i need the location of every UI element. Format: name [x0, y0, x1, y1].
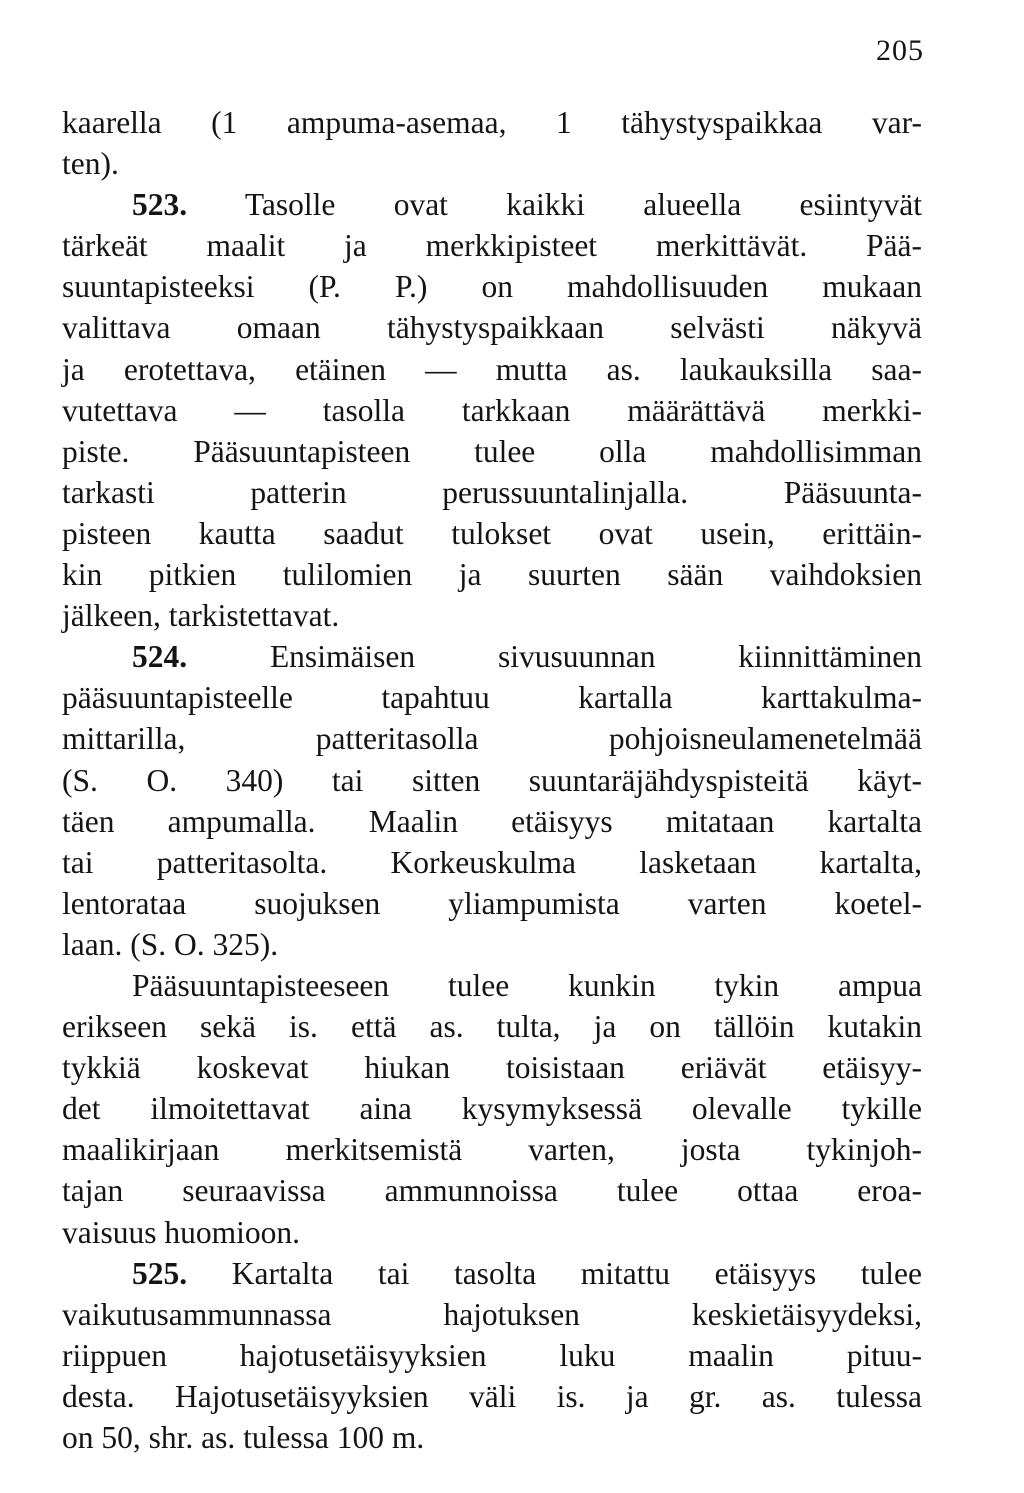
- line-text: maalikirjaan merkitsemistä varten, josta tykinjoh-: [62, 1132, 922, 1168]
- text-line: [62, 595, 922, 636]
- line-text: on 50, shr. as. tulessa 100 m.: [62, 1420, 425, 1455]
- text-line: [62, 1253, 922, 1294]
- text-line: [62, 184, 922, 225]
- line-text: ja erotettava, etäinen — mutta as. laukauksilla saa-: [62, 351, 922, 387]
- text-line: [62, 225, 922, 266]
- text-line: [62, 1129, 922, 1170]
- text-line: [62, 349, 922, 390]
- line-text: laan. (S. O. 325).: [62, 926, 279, 962]
- line-text: täen ampumalla. Maalin etäisyys mitataan kartalta: [62, 803, 922, 839]
- text-line: [62, 924, 922, 965]
- line-text: tykkiä koskevat hiukan toisistaan eriävät etäisyy-: [62, 1050, 922, 1086]
- text-line: [62, 1294, 922, 1335]
- line-text: valittava omaan tähystyspaikkaan selvästi näkyvä: [62, 310, 922, 346]
- text-line: [62, 307, 922, 348]
- text-line: [62, 1212, 922, 1253]
- text-line: [62, 1417, 922, 1458]
- text-line: [62, 718, 922, 759]
- line-text: Ensimäisen sivusuunnan kiinnittäminen: [269, 639, 923, 675]
- text-line: [62, 431, 922, 472]
- line-text: erikseen sekä is. että as. tulta, ja on tällöin kutakin: [62, 1009, 922, 1045]
- line-text: Pääsuuntapisteeseen tulee kunkin tykin ampua: [132, 967, 922, 1003]
- line-text: vaikutusammunnassa hajotuksen keskietäisyydeksi,: [62, 1296, 922, 1332]
- text-line: [62, 143, 922, 184]
- text-line: [62, 513, 922, 554]
- line-text: pääsuuntapisteelle tapahtuu kartalla karttakulma-: [62, 680, 922, 716]
- line-text: vaisuus huomioon.: [62, 1214, 301, 1250]
- text-line: [62, 636, 922, 677]
- text-line: [62, 965, 922, 1006]
- line-text: lentorataa suojuksen yliampumista varten koetel-: [62, 885, 922, 921]
- line-text: piste. Pääsuuntapisteen tulee olla mahdollisimman: [62, 433, 922, 469]
- line-text: suuntapisteeksi (P. P.) on mahdollisuuden mukaan: [62, 269, 922, 305]
- line-text: mittarilla, patteritasolla pohjoisneulamenetelmää: [62, 721, 922, 757]
- line-text: desta. Hajotusetäisyyksien väli is. ja gr. as. tulessa: [62, 1378, 922, 1414]
- line-text: det ilmoitettavat aina kysymyksessä olevalle tykille: [62, 1091, 922, 1127]
- paragraph-number: 524.: [132, 639, 188, 675]
- text-line: [62, 842, 922, 883]
- text-line: [62, 472, 922, 513]
- line-text: (S. O. 340) tai sitten suuntaräjähdyspisteitä käyt-: [62, 762, 922, 798]
- text-line: [62, 801, 922, 842]
- text-line: [62, 677, 922, 718]
- line-text: Tasolle ovat kaikki alueella esiintyvät: [244, 187, 922, 223]
- text-line: [62, 390, 922, 431]
- text-line: [62, 266, 922, 307]
- text-line: [62, 554, 922, 595]
- line-text: vutettava — tasolla tarkkaan määrättävä merkki-: [62, 392, 922, 428]
- text-line: [62, 102, 922, 143]
- text-line: [62, 883, 922, 924]
- line-text: pisteen kautta saadut tulokset ovat usein, erittäin-: [62, 515, 922, 551]
- text-line: [62, 1376, 922, 1417]
- line-text: tai patteritasolta. Korkeuskulma lasketaan kartalta,: [62, 844, 922, 880]
- line-text: tärkeät maalit ja merkkipisteet merkittävät. Pää-: [62, 228, 922, 264]
- paragraph-number: 525.: [132, 1255, 188, 1291]
- text-line: [62, 1170, 922, 1211]
- line-text: tajan seuraavissa ammunnoissa tulee ottaa eroa-: [62, 1173, 922, 1209]
- line-text: riippuen hajotusetäisyyksien luku maalin pituu-: [62, 1337, 922, 1373]
- line-text: ten).: [62, 146, 119, 182]
- line-text: jälkeen, tarkistettavat.: [62, 598, 340, 634]
- line-text: kaarella (1 ampuma-asemaa, 1 tähystyspaikkaa var-: [62, 105, 922, 140]
- paragraph-number: 523.: [132, 187, 188, 223]
- text-line: [62, 1088, 922, 1129]
- body-text: [62, 102, 922, 1458]
- line-text: tarkasti patterin perussuuntalinjalla. Pääsuunta-: [62, 474, 922, 510]
- text-line: [62, 1006, 922, 1047]
- text-line: [62, 760, 922, 801]
- line-text: Kartalta tai tasolta mitattu etäisyys tulee: [231, 1255, 923, 1291]
- line-text: kin pitkien tulilomien ja suurten sään vaihdoksien: [62, 557, 922, 593]
- page-number: 205: [876, 34, 924, 67]
- text-line: [62, 1335, 922, 1376]
- text-line: [62, 1047, 922, 1088]
